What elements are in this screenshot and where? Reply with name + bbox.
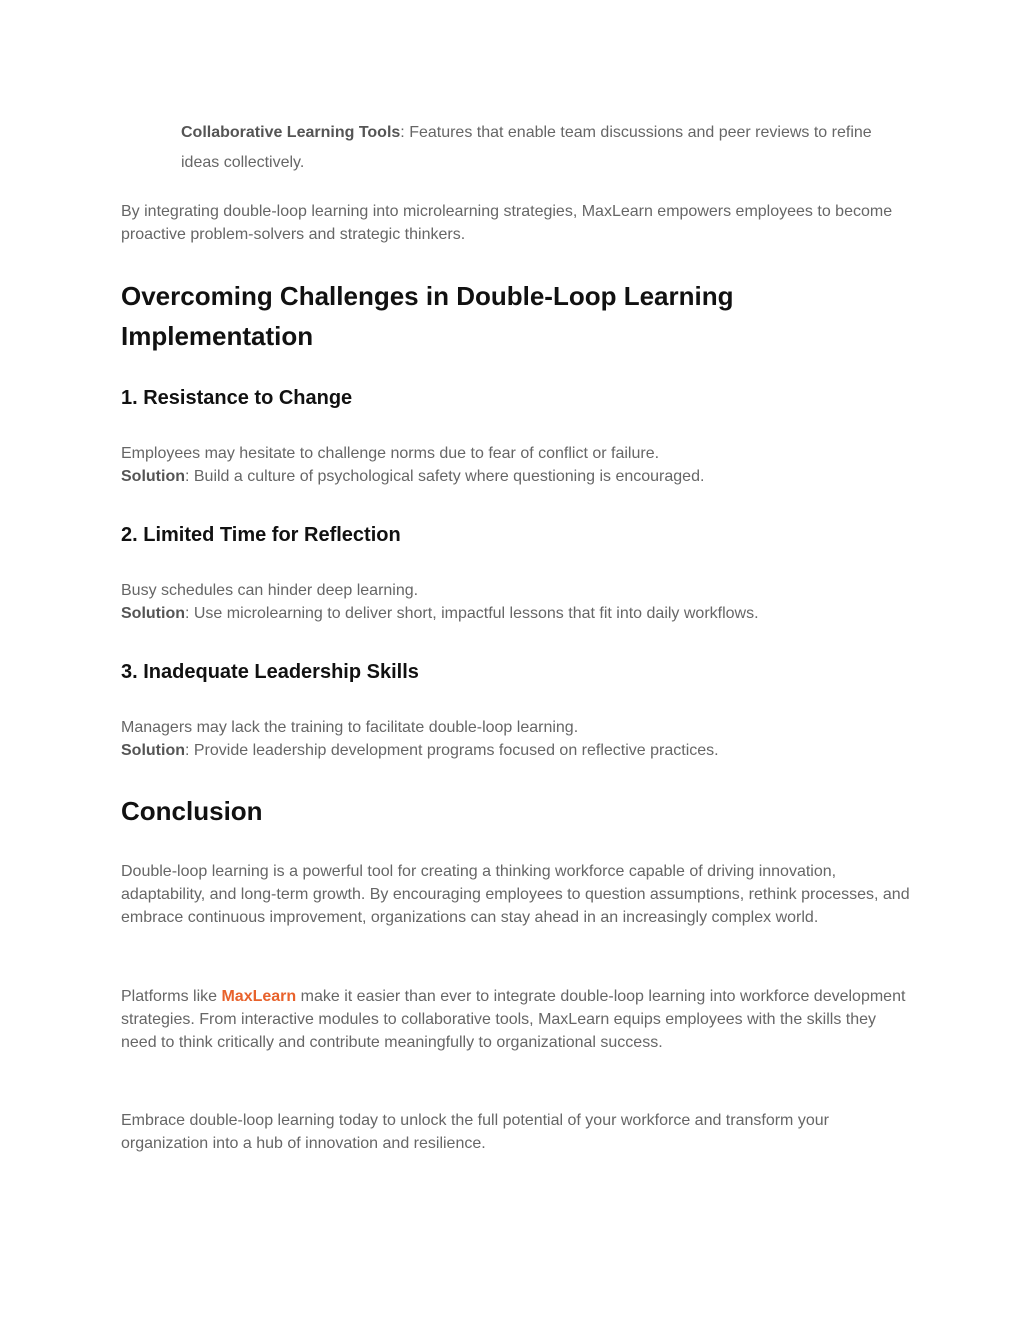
- challenge-body-leadership: [121, 716, 911, 762]
- conclusion-paragraph-1: Double-loop learning is a powerful tool for creating a thinking workforce capable of driving innovation, adaptability, and long-term growth. By encouraging employees to question assumptions, rethink processes, and embrace continuous improvement, organizations can stay ahead in an increasingly complex world.: [121, 863, 910, 926]
- solution-label: Solution: [121, 605, 185, 622]
- solution-label: Solution: [121, 742, 185, 759]
- conclusion-paragraph-3: Embrace double-loop learning today to unlock the full potential of your workforce and transform your organization into a hub of innovation and resilience.: [121, 1112, 829, 1152]
- conclusion-heading: Conclusion: [121, 796, 263, 826]
- challenge-title-resistance: 1. Resistance to Change: [121, 387, 353, 409]
- challenge-title-time: 2. Limited Time for Reflection: [121, 524, 401, 546]
- challenges-heading: Overcoming Challenges in Double-Loop Learning Implementation: [121, 281, 734, 351]
- intro-paragraph: By integrating double-loop learning into microlearning strategies, MaxLearn empowers employees to become proactive problem-solvers and strategic thinkers.: [121, 203, 893, 243]
- challenge-problem: Managers may lack the training to facilitate double-loop learning.: [121, 719, 579, 736]
- bullet-item-collaborative-tools: [181, 118, 911, 178]
- para2-after: make it easier than ever to integrate double-loop learning into workforce development strategies. From interactive modules to collaborative tools, MaxLearn equips employees with the skills they need to think critically and contribute meaningfully to organizational success.: [121, 988, 906, 1051]
- solution-label: Solution: [121, 468, 185, 485]
- solution-text: : Provide leadership development programs focused on reflective practices.: [184, 742, 719, 759]
- solution-text: : Build a culture of psychological safety where questioning is encouraged.: [184, 468, 705, 485]
- challenge-body-time: [121, 579, 911, 625]
- solution-text: : Use microlearning to deliver short, impactful lessons that fit into daily workflows.: [184, 605, 759, 622]
- para2-before: Platforms like: [121, 988, 222, 1005]
- bullet-label: Collaborative Learning Tools: [181, 124, 401, 141]
- maxlearn-link[interactable]: MaxLearn: [221, 988, 297, 1005]
- conclusion-paragraph-2: [121, 985, 911, 1054]
- bullet-text: : Features that enable team discussions and peer reviews to refine ideas collectively.: [181, 124, 872, 171]
- challenge-problem: Employees may hesitate to challenge norms due to fear of conflict or failure.: [121, 445, 660, 462]
- challenge-title-leadership: 3. Inadequate Leadership Skills: [121, 661, 419, 683]
- challenge-problem: Busy schedules can hinder deep learning.: [121, 582, 419, 599]
- challenge-body-resistance: [121, 442, 911, 488]
